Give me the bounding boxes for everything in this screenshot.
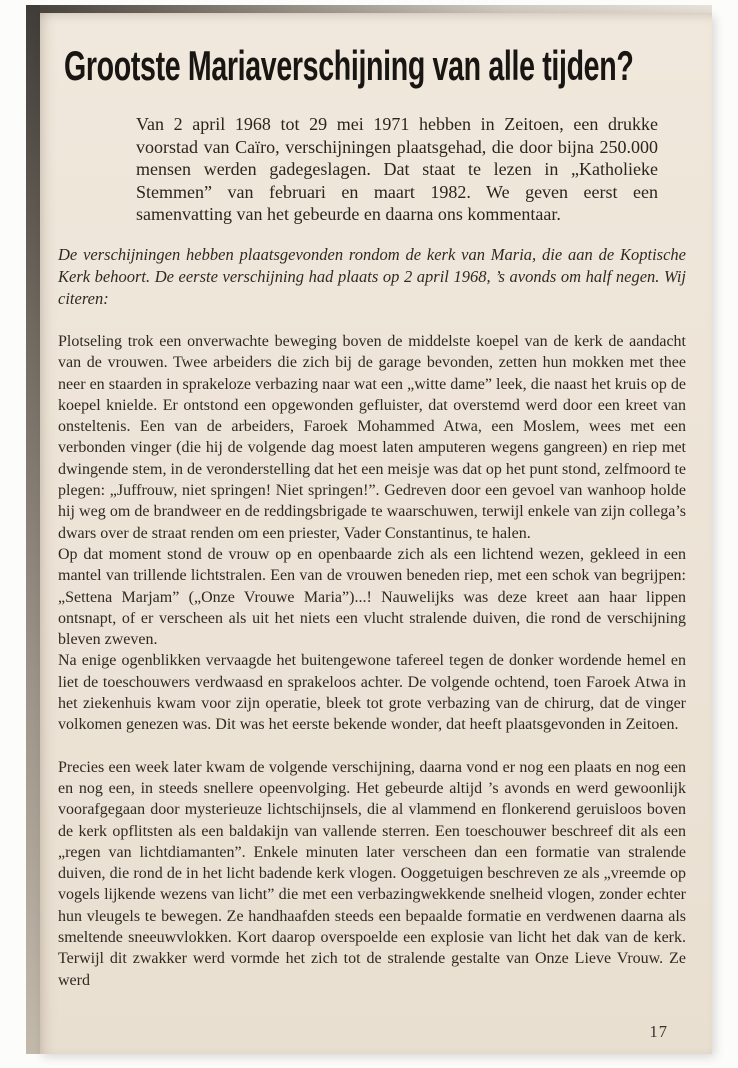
article-body <box>58 331 686 991</box>
article-title: Grootste Mariaverschijning van alle tijden? <box>64 42 634 89</box>
magazine-page <box>40 13 712 1054</box>
article-intro-summary: Van 2 april 1968 tot 29 mei 1971 hebben in Zeitoen, een drukke voorstad van Caïro, verschijningen plaatsgehad, die door bijna 250.000 mensen werden gadegeslagen. Dat staat te lezen in „Katholieke Stemmen” van februari en maart 1982. We geven eerst een samenvatting van het gebeurde en daarna ons kommentaar. <box>136 114 658 225</box>
page-number: 17 <box>649 1022 668 1041</box>
body-paragraph: Op dat moment stond de vrouw op en openbaarde zich als een lichtend wezen, gekleed in een mantel van trillende lichtstralen. Een van de vrouwen beneden riep, met een schok van begrijpen: „Settena Marjam” („Onze Vrouwe Maria”)...! Nauwelijks was deze kreet aan haar lippen ontsnapt, of er verscheen als uit het niets een vlucht stralende duiven, die rond de verschijning bleven zweven. <box>58 545 686 649</box>
body-paragraph: Precies een week later kwam de volgende verschijning, daarna vond er nog een plaats en nog een en nog een, in steeds snellere opeenvolging. Het gebeurde altijd ’s avonds en werd gewoonlijk voorafgegaan door mysterieuze lichtschijnsels, die al vlammend en flonkerend geruisloos boven de kerk opflitsten als een baldakijn van vallende sterren. Een toeschouwer beschreef dit als een „regen van lichtdiamanten”. Enkele minuten later verscheen dan een formatie van stralende duiven, die rond de in het licht badende kerk vlogen. Ooggetuigen beschreven ze als „vreemde op vogels lijkende wezens van licht” die met een verbazingwekkende snelheid vlogen, zonder echter hun vleugels te bewegen. Ze handhaafden steeds een bepaalde formatie en verdwenen daarna als smeltende sneeuwvlokken. Kort daarop overspoelde een explosie van licht het dak van de kerk. Terwijl dit zwakker werd vormde het zich tot de stralende gestalte van Onze Lieve Vrouw. Ze werd <box>58 758 686 989</box>
body-paragraph: Plotseling trok een onverwachte beweging boven de middelste koepel van de kerk de aandacht van de vrouwen. Twee arbeiders die zich bij de garage bevonden, zetten hun mokken met thee neer en staarden in sprakeloze verbazing naar wat een „witte dame” leek, die naast het kruis op de koepel knielde. Er ontstond een opgewonden gefluister, dat overstemd werd door een kreet van onsteltenis. Een van de arbeiders, Faroek Mohammed Atwa, een Moslem, wees met een verbonden vinger (die hij de volgende dag moest laten amputeren wegens gangreen) en riep met dwingende stem, in de veronderstelling dat het een meisje was dat op het punt stond, zelfmoord te plegen: „Juffrouw, niet springen! Niet springen!”. Gedreven door een gevoel van wanhoop holde hij weg om de brandweer en de reddingsbrigade te waarschuwen, terwijl enkele van zijn collega’s dwars over de straat renden om een priester, Vader Constantinus, te halen. <box>58 332 686 542</box>
body-paragraph: Na enige ogenblikken vervaagde het buitengewone tafereel tegen de donker wordende hemel en liet de toeschouwers verdwaasd en sprakeloos achter. De volgende ochtend, toen Faroek Atwa in het ziekenhuis kwam voor zijn operatie, bleek tot grote verbazing van de chirurg, dat de vinger volkomen genezen was. Dit was het eerste bekende wonder, dat heeft plaatsgevonden in Zeitoen. <box>58 652 686 734</box>
article-lede-italic: De verschijningen hebben plaatsgevonden rondom de kerk van Maria, die aan de Koptische Kerk behoort. De eerste verschijning had plaats op 2 april 1968, ’s avonds om half negen. Wij citeren: <box>58 244 686 308</box>
page-left-edge-shadow <box>26 5 40 1054</box>
